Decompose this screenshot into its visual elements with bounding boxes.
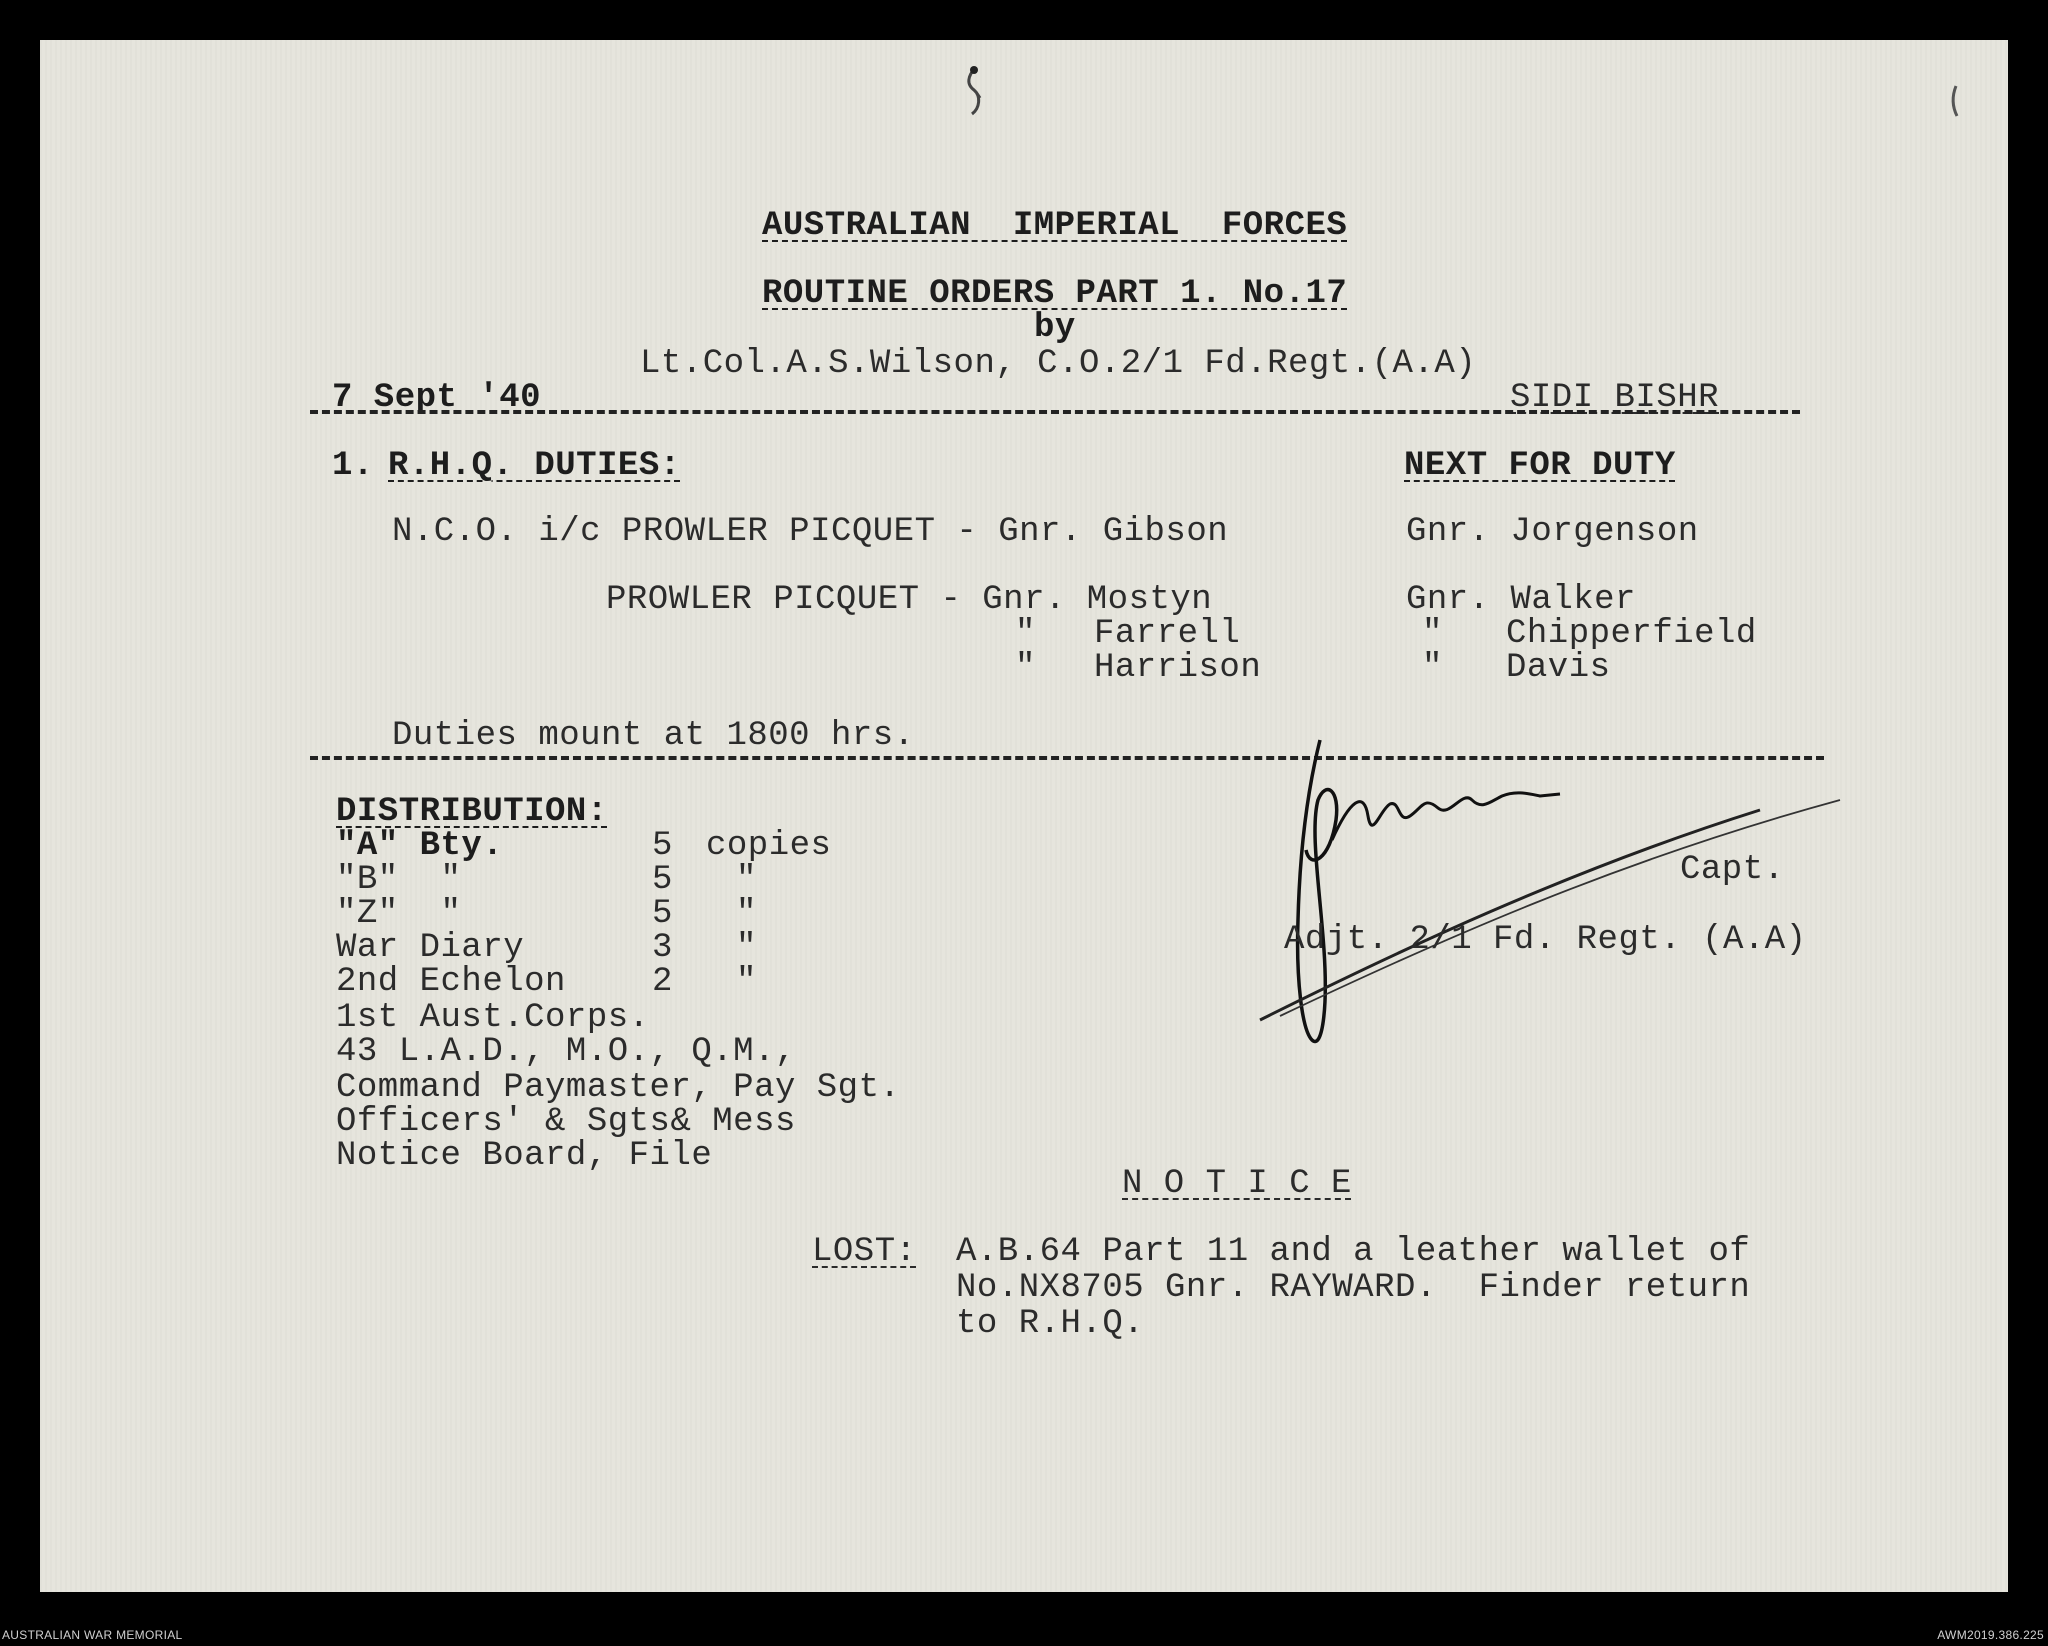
footer-credit: AUSTRALIAN WAR MEMORIAL	[2, 1628, 183, 1642]
distribution-unit: copies	[706, 827, 832, 865]
distribution-recipient: "Z" "	[336, 895, 462, 933]
picquet-member: Farrell	[1094, 615, 1241, 653]
next-member: Davis	[1506, 649, 1611, 687]
document-page	[40, 40, 2008, 1592]
distribution-unit: "	[736, 861, 757, 899]
distribution-recipient: "B" "	[336, 861, 462, 899]
ditto-mark: "	[1015, 615, 1036, 653]
distribution-qty: 5	[652, 861, 673, 899]
notice-line: to R.H.Q.	[956, 1305, 1145, 1343]
distribution-extra: Officers' & Sgts& Mess	[336, 1103, 796, 1141]
ditto-mark: "	[1015, 649, 1036, 687]
signatory-rank: Capt.	[1680, 851, 1785, 889]
distribution-recipient: "A" Bty.	[336, 827, 504, 865]
distribution-extra: 1st Aust.Corps.	[336, 999, 650, 1037]
order-date: 7 Sept '40	[332, 379, 542, 417]
footer-reference: AWM2019.386.225	[1937, 1628, 2044, 1642]
distribution-heading: DISTRIBUTION:	[336, 793, 608, 831]
distribution-extra: Command Paymaster, Pay Sgt.	[336, 1069, 901, 1107]
distribution-unit: "	[736, 895, 757, 933]
distribution-unit: "	[736, 929, 757, 967]
ditto-mark: "	[1422, 649, 1443, 687]
issuer-line: Lt.Col.A.S.Wilson, C.O.2/1 Fd.Regt.(A.A)	[640, 345, 1477, 383]
nco-assignment: N.C.O. i/c PROWLER PICQUET - Gnr. Gibson	[392, 513, 1229, 551]
order-location: SIDI BISHR	[1510, 379, 1720, 417]
distribution-extra: 43 L.A.D., M.O., Q.M.,	[336, 1033, 796, 1071]
document-subtitle: ROUTINE ORDERS PART 1. No.17	[762, 275, 1348, 313]
notice-heading: N O T I C E	[1122, 1165, 1352, 1203]
notice-label: LOST:	[812, 1233, 917, 1271]
distribution-qty: 5	[652, 827, 673, 865]
distribution-qty: 2	[652, 963, 673, 1001]
notice-line: A.B.64 Part 11 and a leather wallet of	[956, 1233, 1751, 1271]
distribution-extra: Notice Board, File	[336, 1137, 713, 1175]
distribution-qty: 5	[652, 895, 673, 933]
section-number: 1.	[332, 447, 374, 485]
distribution-recipient: 2nd Echelon	[336, 963, 566, 1001]
handwritten-signature	[1240, 720, 1880, 1080]
ditto-mark: "	[1422, 615, 1443, 653]
signatory-title: Adjt. 2/1 Fd. Regt. (A.A)	[1284, 921, 1807, 959]
distribution-recipient: War Diary	[336, 929, 525, 967]
nco-next: Gnr. Jorgenson	[1406, 513, 1699, 551]
document-title: AUSTRALIAN IMPERIAL FORCES	[762, 207, 1348, 245]
mount-note: Duties mount at 1800 hrs.	[392, 717, 915, 755]
picquet-next: Gnr. Walker	[1406, 581, 1636, 619]
picquet-member: Harrison	[1094, 649, 1262, 687]
distribution-qty: 3	[652, 929, 673, 967]
header-rule	[310, 410, 1800, 414]
next-member: Chipperfield	[1506, 615, 1757, 653]
duties-heading: R.H.Q. DUTIES:	[388, 447, 681, 485]
punch-hole-mark	[1940, 80, 1970, 130]
picquet-assignment: PROWLER PICQUET - Gnr. Mostyn	[606, 581, 1213, 619]
by-line: by	[1034, 309, 1076, 347]
notice-line: No.NX8705 Gnr. RAYWARD. Finder return	[956, 1269, 1751, 1307]
next-for-duty-heading: NEXT FOR DUTY	[1404, 447, 1676, 485]
punch-hole-mark	[950, 62, 1000, 132]
distribution-unit: "	[736, 963, 757, 1001]
